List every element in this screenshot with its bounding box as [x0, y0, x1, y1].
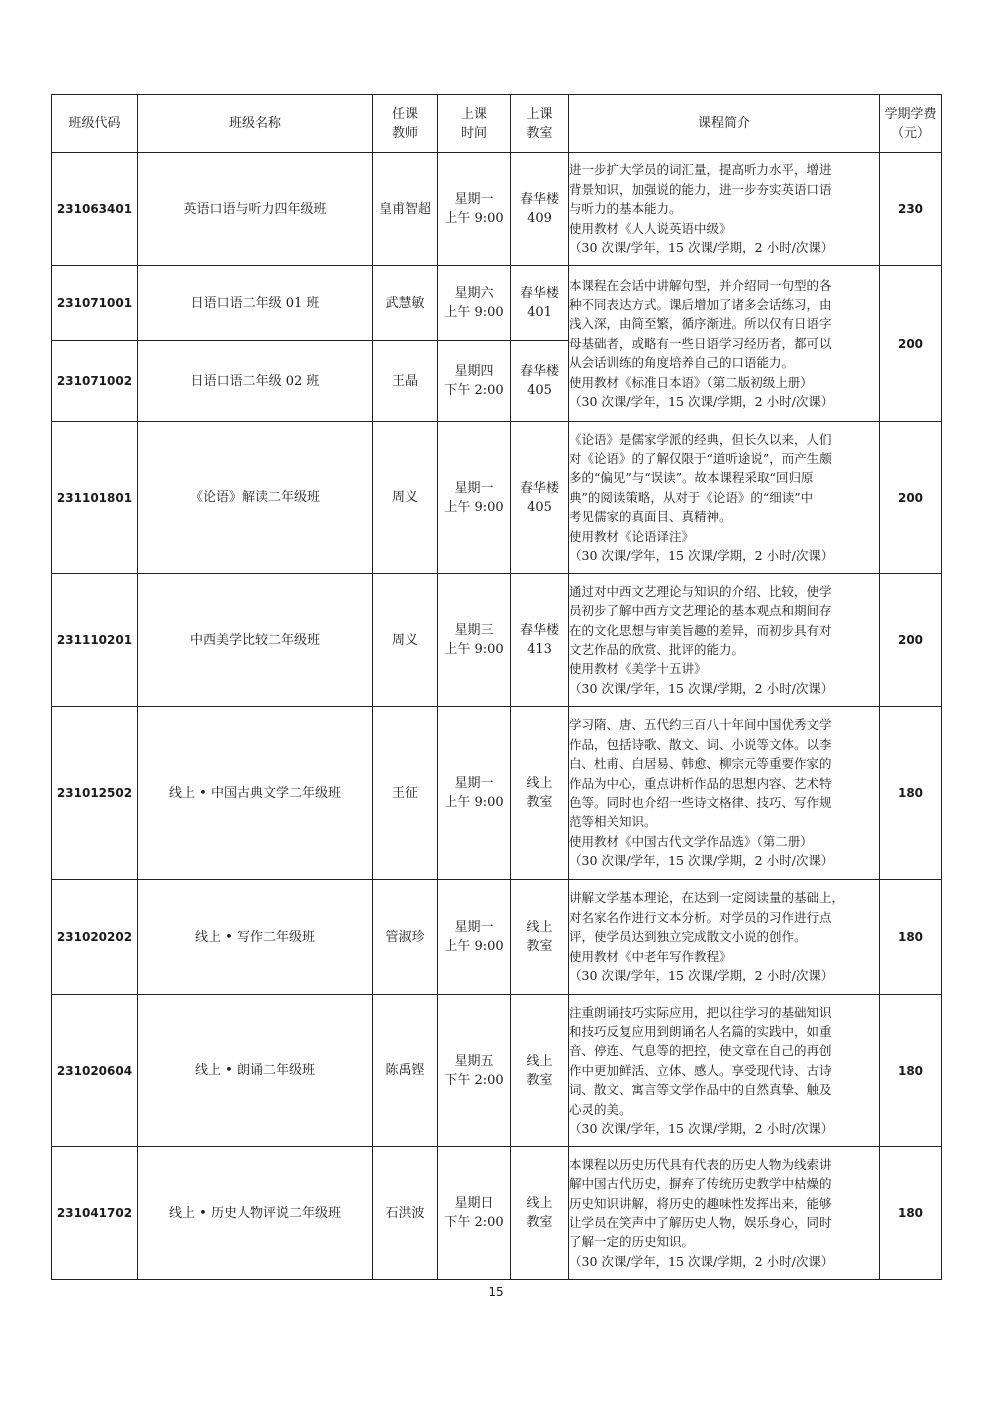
course-intro-line: 通过对中西文艺理论与知识的介绍、比较，使学	[569, 583, 832, 599]
teacher-name: 管淑珍	[373, 880, 438, 995]
class-code: 231071001	[52, 266, 138, 341]
class-time	[438, 1147, 511, 1280]
course-intro-line: 本课程在会话中讲解句型，并介绍同一句型的各	[569, 277, 832, 293]
course-intro-line: 考见儒家的真面目、真精神。	[569, 509, 732, 525]
class-time-line: 下午 2:00	[444, 383, 504, 398]
course-intro-line: 学习隋、唐、五代约三百八十年间中国优秀文学	[569, 717, 832, 733]
course-intro-line: 多的“偏见”与“误读”。故本课程采取“回归原	[569, 470, 814, 486]
course-intro-line: 范等相关知识。	[569, 814, 657, 830]
class-code: 231012502	[52, 707, 138, 880]
teacher-name: 周义	[373, 422, 438, 574]
classroom-line: 教室	[526, 939, 553, 954]
course-intro-line: 从会话训练的角度培养自己的口语能力。	[569, 355, 795, 371]
course-intro-line: 和技巧反复应用到朗诵名人名篇的实践中，如重	[569, 1023, 832, 1039]
class-code: 231041702	[52, 1147, 138, 1280]
course-intro-line: 使用教材《人人说英语中级》	[569, 220, 732, 236]
tuition-fee: 200	[880, 422, 942, 574]
course-intro	[569, 574, 880, 707]
class-time-line: 星期四	[454, 364, 494, 379]
table-row	[52, 995, 942, 1147]
header-room	[511, 95, 569, 153]
classroom-line: 409	[527, 211, 552, 226]
course-intro-line: 让学员在笑声中了解历史人物，娱乐身心，同时	[569, 1215, 832, 1230]
table-row	[52, 153, 942, 266]
class-name: 日语口语二年级 02 班	[138, 341, 373, 422]
course-intro-line: 注重朗诵技巧实际应用，把以往学习的基础知识	[569, 1004, 832, 1020]
course-intro-line: （30 次课/学年，15 次课/学期，2 小时/次课）	[569, 853, 834, 869]
tuition-fee: 180	[880, 880, 942, 995]
class-time	[438, 707, 511, 880]
classroom-line: 401	[527, 305, 552, 320]
course-intro-line: 使用教材《中老年写作教程》	[569, 948, 732, 964]
course-intro-line: 作品，包括诗歌、散文、词、小说等文体。以李	[569, 736, 832, 752]
tuition-fee: 200	[880, 574, 942, 707]
class-time	[438, 995, 511, 1147]
class-name: 日语口语二年级 01 班	[138, 266, 373, 341]
class-time-line: 上午 9:00	[444, 305, 504, 320]
class-time-line: 星期一	[454, 776, 494, 791]
course-intro-line: （30 次课/学年，15 次课/学期，2 小时/次课）	[569, 680, 834, 696]
course-intro-line: （30 次课/学年，15 次课/学期，2 小时/次课）	[569, 240, 834, 256]
course-intro-line: 员初步了解中西方文艺理论的基本观点和期间存	[569, 603, 832, 619]
classroom-line: 405	[527, 383, 552, 398]
classroom-line: 线上	[526, 1196, 553, 1211]
course-intro-line: 在的文化思想与审美旨趣的差异，而初步具有对	[569, 622, 832, 638]
class-time	[438, 880, 511, 995]
course-intro-line: 使用教材《论语译注》	[569, 528, 695, 544]
course-intro-line: （30 次课/学年，15 次课/学期，2 小时/次课）	[569, 548, 834, 564]
class-time-line: 上午 9:00	[444, 642, 504, 657]
class-time	[438, 574, 511, 707]
teacher-name: 武慧敏	[373, 266, 438, 341]
classroom-line: 教室	[526, 795, 553, 810]
classroom-line: 春华楼	[519, 364, 559, 379]
teacher-name: 皇甫智超	[373, 153, 438, 266]
tuition-fee: 180	[880, 707, 942, 880]
tuition-fee: 180	[880, 995, 942, 1147]
classroom-line: 教室	[526, 1215, 553, 1230]
course-intro-line: 背景知识，加强说的能力，进一步夯实英语口语	[569, 181, 832, 197]
header-room-line: 教室	[526, 125, 553, 141]
tuition-fee: 230	[880, 153, 942, 266]
classroom	[511, 574, 569, 707]
class-time-line: 上午 9:00	[444, 211, 504, 226]
header-fee-line: （元）	[890, 125, 930, 141]
teacher-name: 石洪波	[373, 1147, 438, 1280]
classroom	[511, 707, 569, 880]
course-intro-line: 讲解文学基本理论，在达到一定阅读量的基础上，	[569, 890, 845, 906]
course-intro-line: 解中国古代历史，摒弃了传统历史教学中枯燥的	[569, 1176, 832, 1192]
page-number: 15	[488, 1285, 504, 1299]
course-intro-line: 母基础者，或略有一些日语学习经历者，都可以	[569, 335, 832, 351]
course-intro-line: （30 次课/学年，15 次课/学期，2 小时/次课）	[569, 1253, 834, 1269]
class-name: 线上 • 写作二年级班	[138, 880, 373, 995]
classroom	[511, 341, 569, 422]
teacher-name: 王晶	[373, 341, 438, 422]
course-intro	[569, 880, 880, 995]
class-time-line: 星期六	[454, 286, 494, 301]
classroom-line: 教室	[526, 1072, 553, 1088]
course-intro-line: 进一步扩大学员的词汇量，提高听力水平，增进	[569, 162, 832, 178]
classroom-line: 线上	[526, 920, 553, 935]
teacher-name: 陈禹铿	[373, 995, 438, 1147]
course-intro-line: 典”的阅读策略，从对于《论语》的“细读”中	[569, 489, 814, 505]
course-intro	[569, 707, 880, 880]
course-intro-line: （30 次课/学年，15 次课/学期，2 小时/次课）	[569, 968, 834, 984]
classroom	[511, 1147, 569, 1280]
table-row	[52, 707, 942, 880]
header-fee	[880, 95, 942, 153]
course-intro-line: 种不同表达方式。课后增加了诸多会话练习，由	[569, 296, 832, 312]
header-fee-line: 学期学费	[884, 106, 937, 122]
class-code: 231020604	[52, 995, 138, 1147]
course-intro-line: 使用教材《标准日本语》（第二版初级上册）	[569, 374, 813, 390]
course-intro	[569, 422, 880, 574]
table-row	[52, 1147, 942, 1280]
class-name: 线上 • 中国古典文学二年级班	[138, 707, 373, 880]
class-code: 231110201	[52, 574, 138, 707]
class-time-line: 下午 2:00	[444, 1215, 504, 1230]
class-time-line: 星期一	[454, 480, 494, 496]
header-name: 班级名称	[138, 95, 373, 153]
course-intro-line: 《论语》是儒家学派的经典，但长久以来，人们	[569, 431, 832, 447]
class-time	[438, 422, 511, 574]
course-intro-line: 对《论语》的了解仅限于“道听途说”，而产生颇	[569, 450, 832, 466]
course-intro-line: 使用教材《美学十五讲》	[569, 661, 707, 677]
table-row	[52, 880, 942, 995]
header-code: 班级代码	[52, 95, 138, 153]
course-intro-line: 心灵的美。	[569, 1101, 632, 1117]
course-intro-line: 浅入深，由简至繁，循序渐进。所以仅有日语字	[569, 316, 832, 332]
class-time	[438, 153, 511, 266]
header-teacher	[373, 95, 438, 153]
class-time-line: 星期一	[454, 920, 494, 935]
header-room-line: 上课	[526, 106, 553, 122]
course-intro-line: 作中更加鲜活、立体、感人。享受现代诗、古诗	[569, 1062, 832, 1078]
tuition-fee: 180	[880, 1147, 942, 1280]
classroom	[511, 995, 569, 1147]
header-teacher-line: 教师	[391, 125, 418, 141]
class-time-line: 上午 9:00	[444, 499, 504, 515]
classroom	[511, 153, 569, 266]
class-code: 231071002	[52, 341, 138, 422]
classroom-line: 线上	[526, 776, 553, 791]
table-row	[52, 266, 942, 341]
course-intro-line: 与听力的基本能力。	[569, 201, 682, 217]
course-intro	[569, 266, 880, 422]
class-time	[438, 341, 511, 422]
class-name: 线上 • 朗诵二年级班	[138, 995, 373, 1147]
course-intro-line: 评，使学员达到独立完成散文小说的创作。	[569, 929, 807, 945]
classroom-line: 413	[527, 642, 552, 657]
tuition-fee: 200	[880, 266, 942, 422]
class-time-line: 上午 9:00	[444, 795, 504, 810]
course-intro	[569, 995, 880, 1147]
teacher-name: 周义	[373, 574, 438, 707]
class-time-line: 星期三	[454, 623, 494, 638]
course-intro-line: （30 次课/学年，15 次课/学期，2 小时/次课）	[569, 394, 834, 410]
course-intro	[569, 153, 880, 266]
classroom	[511, 266, 569, 341]
class-time-line: 星期五	[454, 1053, 494, 1069]
course-intro-line: 文艺作品的欣赏、批评的能力。	[569, 642, 745, 657]
class-time	[438, 266, 511, 341]
header-row	[52, 95, 942, 153]
class-name: 线上 • 历史人物评说二年级班	[138, 1147, 373, 1280]
course-intro-line: 音、停连、气息等的把控，使文章在自己的再创	[569, 1043, 832, 1059]
course-table	[51, 94, 942, 1280]
header-intro: 课程简介	[569, 95, 880, 153]
classroom-line: 春华楼	[519, 192, 559, 207]
course-intro-line: 了解一定的历史知识。	[569, 1234, 695, 1250]
header-time	[438, 95, 511, 153]
table-row	[52, 422, 942, 574]
classroom	[511, 422, 569, 574]
course-intro-line: 白、杜甫、白居易、韩愈、柳宗元等重要作家的	[569, 756, 832, 772]
course-intro-line: 词、散文、寓言等文学作品中的自然真挚、触及	[569, 1082, 832, 1098]
course-intro-line: 历史知识讲解，将历史的趣味性发挥出来，能够	[569, 1195, 832, 1211]
class-time-line: 上午 9:00	[444, 939, 504, 954]
course-intro-line: 使用教材《中国古代文学作品选》（第二册）	[569, 833, 813, 849]
classroom-line: 春华楼	[519, 623, 559, 638]
class-time-line: 星期日	[454, 1196, 494, 1211]
classroom	[511, 880, 569, 995]
class-time-line: 星期一	[454, 192, 494, 207]
course-intro-line: 作品为中心，重点讲析作品的思想内容、艺术特	[569, 775, 832, 791]
course-intro	[569, 1147, 880, 1280]
class-code: 231101801	[52, 422, 138, 574]
class-name: 《论语》解读二年级班	[138, 422, 373, 574]
classroom-line: 春华楼	[519, 286, 559, 301]
course-intro-line: 对名家名作进行文本分析。对学员的习作进行点	[569, 909, 832, 925]
class-code: 231063401	[52, 153, 138, 266]
header-time-line: 时间	[460, 125, 487, 141]
class-name: 英语口语与听力四年级班	[138, 153, 373, 266]
course-intro-line: （30 次课/学年，15 次课/学期，2 小时/次课）	[569, 1121, 834, 1137]
course-intro-line: 色等。同时也介绍一些诗文格律、技巧、写作规	[569, 795, 832, 810]
class-code: 231020202	[52, 880, 138, 995]
header-teacher-line: 任课	[391, 106, 418, 122]
class-name: 中西美学比较二年级班	[138, 574, 373, 707]
course-intro-line: 本课程以历史历代具有代表的历史人物为线索讲	[569, 1156, 832, 1172]
class-time-line: 下午 2:00	[444, 1072, 504, 1088]
header-time-line: 上课	[460, 106, 487, 122]
classroom-line: 线上	[526, 1053, 553, 1069]
classroom-line: 春华楼	[519, 480, 559, 496]
teacher-name: 王征	[373, 707, 438, 880]
classroom-line: 405	[527, 499, 552, 515]
table-row	[52, 574, 942, 707]
